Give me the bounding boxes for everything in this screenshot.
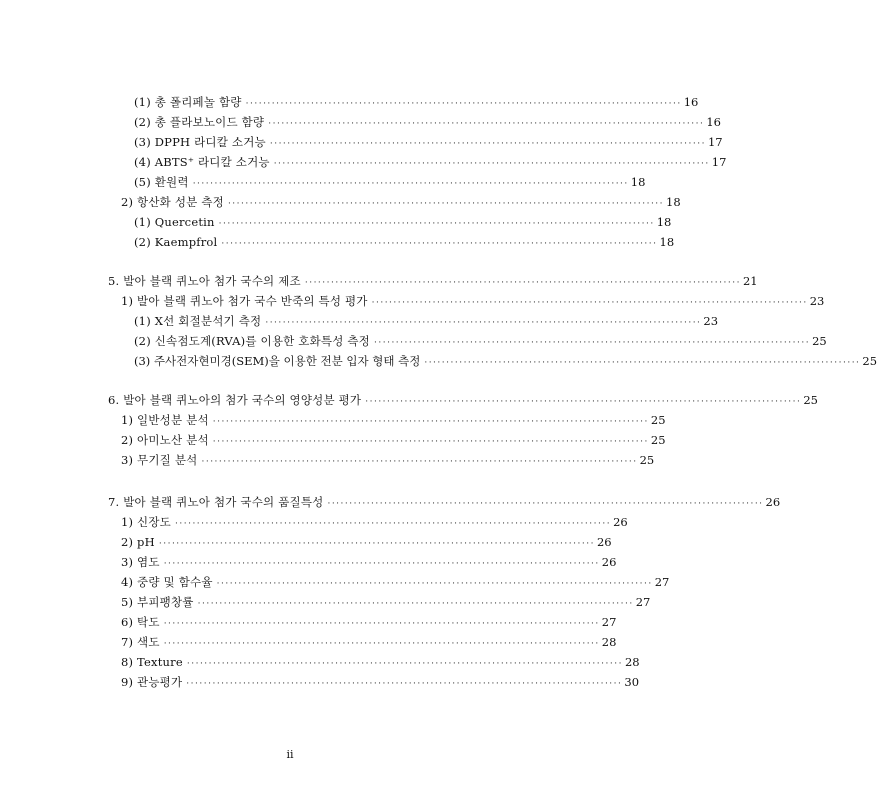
toc-entry-label: 1) 신장도 — [121, 515, 171, 529]
toc-entry — [121, 450, 655, 470]
leader-dots: ···································································································· — [371, 298, 808, 308]
toc-entry — [121, 632, 617, 652]
toc-entry-page: 28 — [624, 655, 640, 669]
toc-entry-page: 16 — [706, 115, 721, 129]
toc-entry — [134, 232, 675, 252]
toc-entry — [121, 430, 666, 450]
toc-section-heading — [108, 390, 818, 410]
toc-entry-label: 1) 일반성분 분석 — [121, 413, 209, 427]
toc-entry-page: 18 — [666, 195, 681, 209]
toc-entry — [134, 152, 727, 172]
toc-entry-page: 25 — [812, 334, 827, 348]
toc-entry-label: 2) pH — [121, 535, 155, 549]
toc-section-heading — [108, 492, 781, 512]
toc-entry-page: 27 — [601, 615, 617, 629]
toc-entry-page: 18 — [656, 215, 672, 229]
toc-entry-label: 6) 탁도 — [121, 615, 160, 629]
toc-entry — [134, 132, 723, 152]
page-number: ii — [286, 748, 294, 761]
leader-dots: ···································································································· — [175, 519, 612, 529]
toc-entry — [121, 652, 640, 672]
toc-entry-label: (2) 총 플라보노이드 함량 — [134, 115, 265, 129]
leader-dots: ···································································································· — [245, 99, 682, 109]
toc-entry — [121, 572, 670, 592]
toc-entry-page: 26 — [596, 535, 612, 549]
toc-entry-page: 26 — [613, 515, 628, 529]
leader-dots: ···································································································· — [227, 199, 665, 209]
toc-entry-label: 8) Texture — [121, 655, 183, 669]
toc-entry — [134, 311, 719, 331]
leader-dots: ···································································································· — [186, 659, 623, 669]
toc-entry-page: 25 — [650, 413, 666, 427]
toc-entry-label: (2) Kaempfrol — [134, 235, 218, 249]
leader-dots: ···································································································· — [221, 239, 658, 249]
leader-dots: ···································································································· — [269, 139, 706, 149]
leader-dots: ···································································································· — [268, 119, 705, 129]
toc-entry-page: 18 — [659, 235, 675, 249]
toc-entry-label: (3) 주사전자현미경(SEM)을 이용한 전분 입자 형태 측정 — [134, 354, 421, 368]
toc-entry-page: 25 — [862, 354, 877, 368]
toc-entry-label: (1) X선 회절분석기 측정 — [134, 314, 262, 328]
toc-entry-page: 25 — [639, 453, 655, 467]
toc-entry-label: 6. 발아 블랙 퀴노아의 첨가 국수의 영양성분 평가 — [108, 393, 362, 407]
toc-entry-label: 7. 발아 블랙 퀴노아 첨가 국수의 품질특성 — [108, 495, 324, 509]
toc-entry-page: 28 — [601, 635, 617, 649]
leader-dots: ···································································································· — [374, 338, 811, 348]
leader-dots: ···································································································· — [201, 457, 638, 467]
leader-dots: ···································································································· — [163, 619, 600, 629]
toc-entry — [134, 212, 672, 232]
toc-entry-page: 23 — [703, 314, 719, 328]
leader-dots: ···································································································· — [304, 278, 741, 288]
toc-entry — [134, 112, 721, 132]
leader-dots: ···································································································· — [424, 358, 861, 368]
leader-dots: ···································································································· — [163, 559, 600, 569]
toc-entry — [121, 552, 617, 572]
toc-entry-page: 30 — [624, 675, 640, 689]
toc-entry-page: 27 — [654, 575, 670, 589]
toc-entry-page: 23 — [809, 294, 825, 308]
toc-entry-page: 25 — [650, 433, 666, 447]
toc-entry-page: 17 — [711, 155, 727, 169]
toc-entry-label: 9) 관능평가 — [121, 675, 183, 689]
toc-entry-page: 17 — [707, 135, 723, 149]
leader-dots: ···································································································· — [158, 539, 595, 549]
leader-dots: ···································································································· — [365, 397, 802, 407]
toc-entry — [121, 410, 666, 430]
leader-dots: ···································································································· — [212, 437, 649, 447]
toc-entry-page: 26 — [601, 555, 617, 569]
toc-entry — [134, 351, 877, 371]
toc-entry-label: 1) 발아 블랙 퀴노아 첨가 국수 반죽의 특성 평가 — [121, 294, 368, 308]
leader-dots: ···································································································· — [216, 579, 653, 589]
toc-entry-label: 4) 중량 및 함수율 — [121, 575, 213, 589]
leader-dots: ···································································································· — [197, 599, 634, 609]
toc-entry — [121, 672, 640, 692]
toc-entry-label: 3) 무기질 분석 — [121, 453, 198, 467]
toc-entry — [121, 592, 651, 612]
toc-entry-label: (1) Quercetin — [134, 215, 215, 229]
leader-dots: ···································································································· — [192, 179, 629, 189]
toc-entry — [134, 92, 699, 112]
toc-entry-label: 7) 색도 — [121, 635, 160, 649]
toc-entry-page: 27 — [635, 595, 651, 609]
leader-dots: ···································································································· — [186, 679, 623, 689]
toc-entry-page: 25 — [803, 393, 818, 407]
toc-entry-label: 2) 아미노산 분석 — [121, 433, 209, 447]
toc-entry — [121, 532, 612, 552]
leader-dots: ···································································································· — [212, 417, 649, 427]
toc-section-heading — [108, 271, 758, 291]
toc-entry — [134, 172, 646, 192]
toc-entry-label: (5) 환원력 — [134, 175, 189, 189]
toc-entry-label: (2) 신속점도계(RVA)를 이용한 호화특성 측정 — [134, 334, 370, 348]
toc-entry — [121, 512, 628, 532]
leader-dots: ···································································································· — [327, 499, 764, 509]
toc-entry-page: 26 — [765, 495, 781, 509]
toc-entry-page: 21 — [742, 274, 758, 288]
leader-dots: ···································································································· — [273, 159, 710, 169]
leader-dots: ···································································································· — [265, 318, 702, 328]
toc-entry — [121, 612, 617, 632]
toc-entry-label: (1) 총 폴리페놀 함량 — [134, 95, 242, 109]
toc-entry-label: 5. 발아 블랙 퀴노아 첨가 국수의 제조 — [108, 274, 301, 288]
toc-entry-label: 2) 항산화 성분 측정 — [121, 195, 224, 209]
toc-entry-page: 16 — [683, 95, 699, 109]
leader-dots: ···································································································· — [218, 219, 655, 229]
toc-entry-label: (4) ABTS⁺ 라디칼 소거능 — [134, 155, 270, 169]
toc-entry-label: (3) DPPH 라디칼 소거능 — [134, 135, 266, 149]
toc-entry-label: 3) 염도 — [121, 555, 160, 569]
toc-entry — [134, 331, 827, 351]
toc-entry-label: 5) 부피팽창률 — [121, 595, 194, 609]
toc-entry — [121, 291, 825, 311]
toc-entry — [121, 192, 681, 212]
toc-entry-page: 18 — [630, 175, 646, 189]
leader-dots: ···································································································· — [163, 639, 600, 649]
